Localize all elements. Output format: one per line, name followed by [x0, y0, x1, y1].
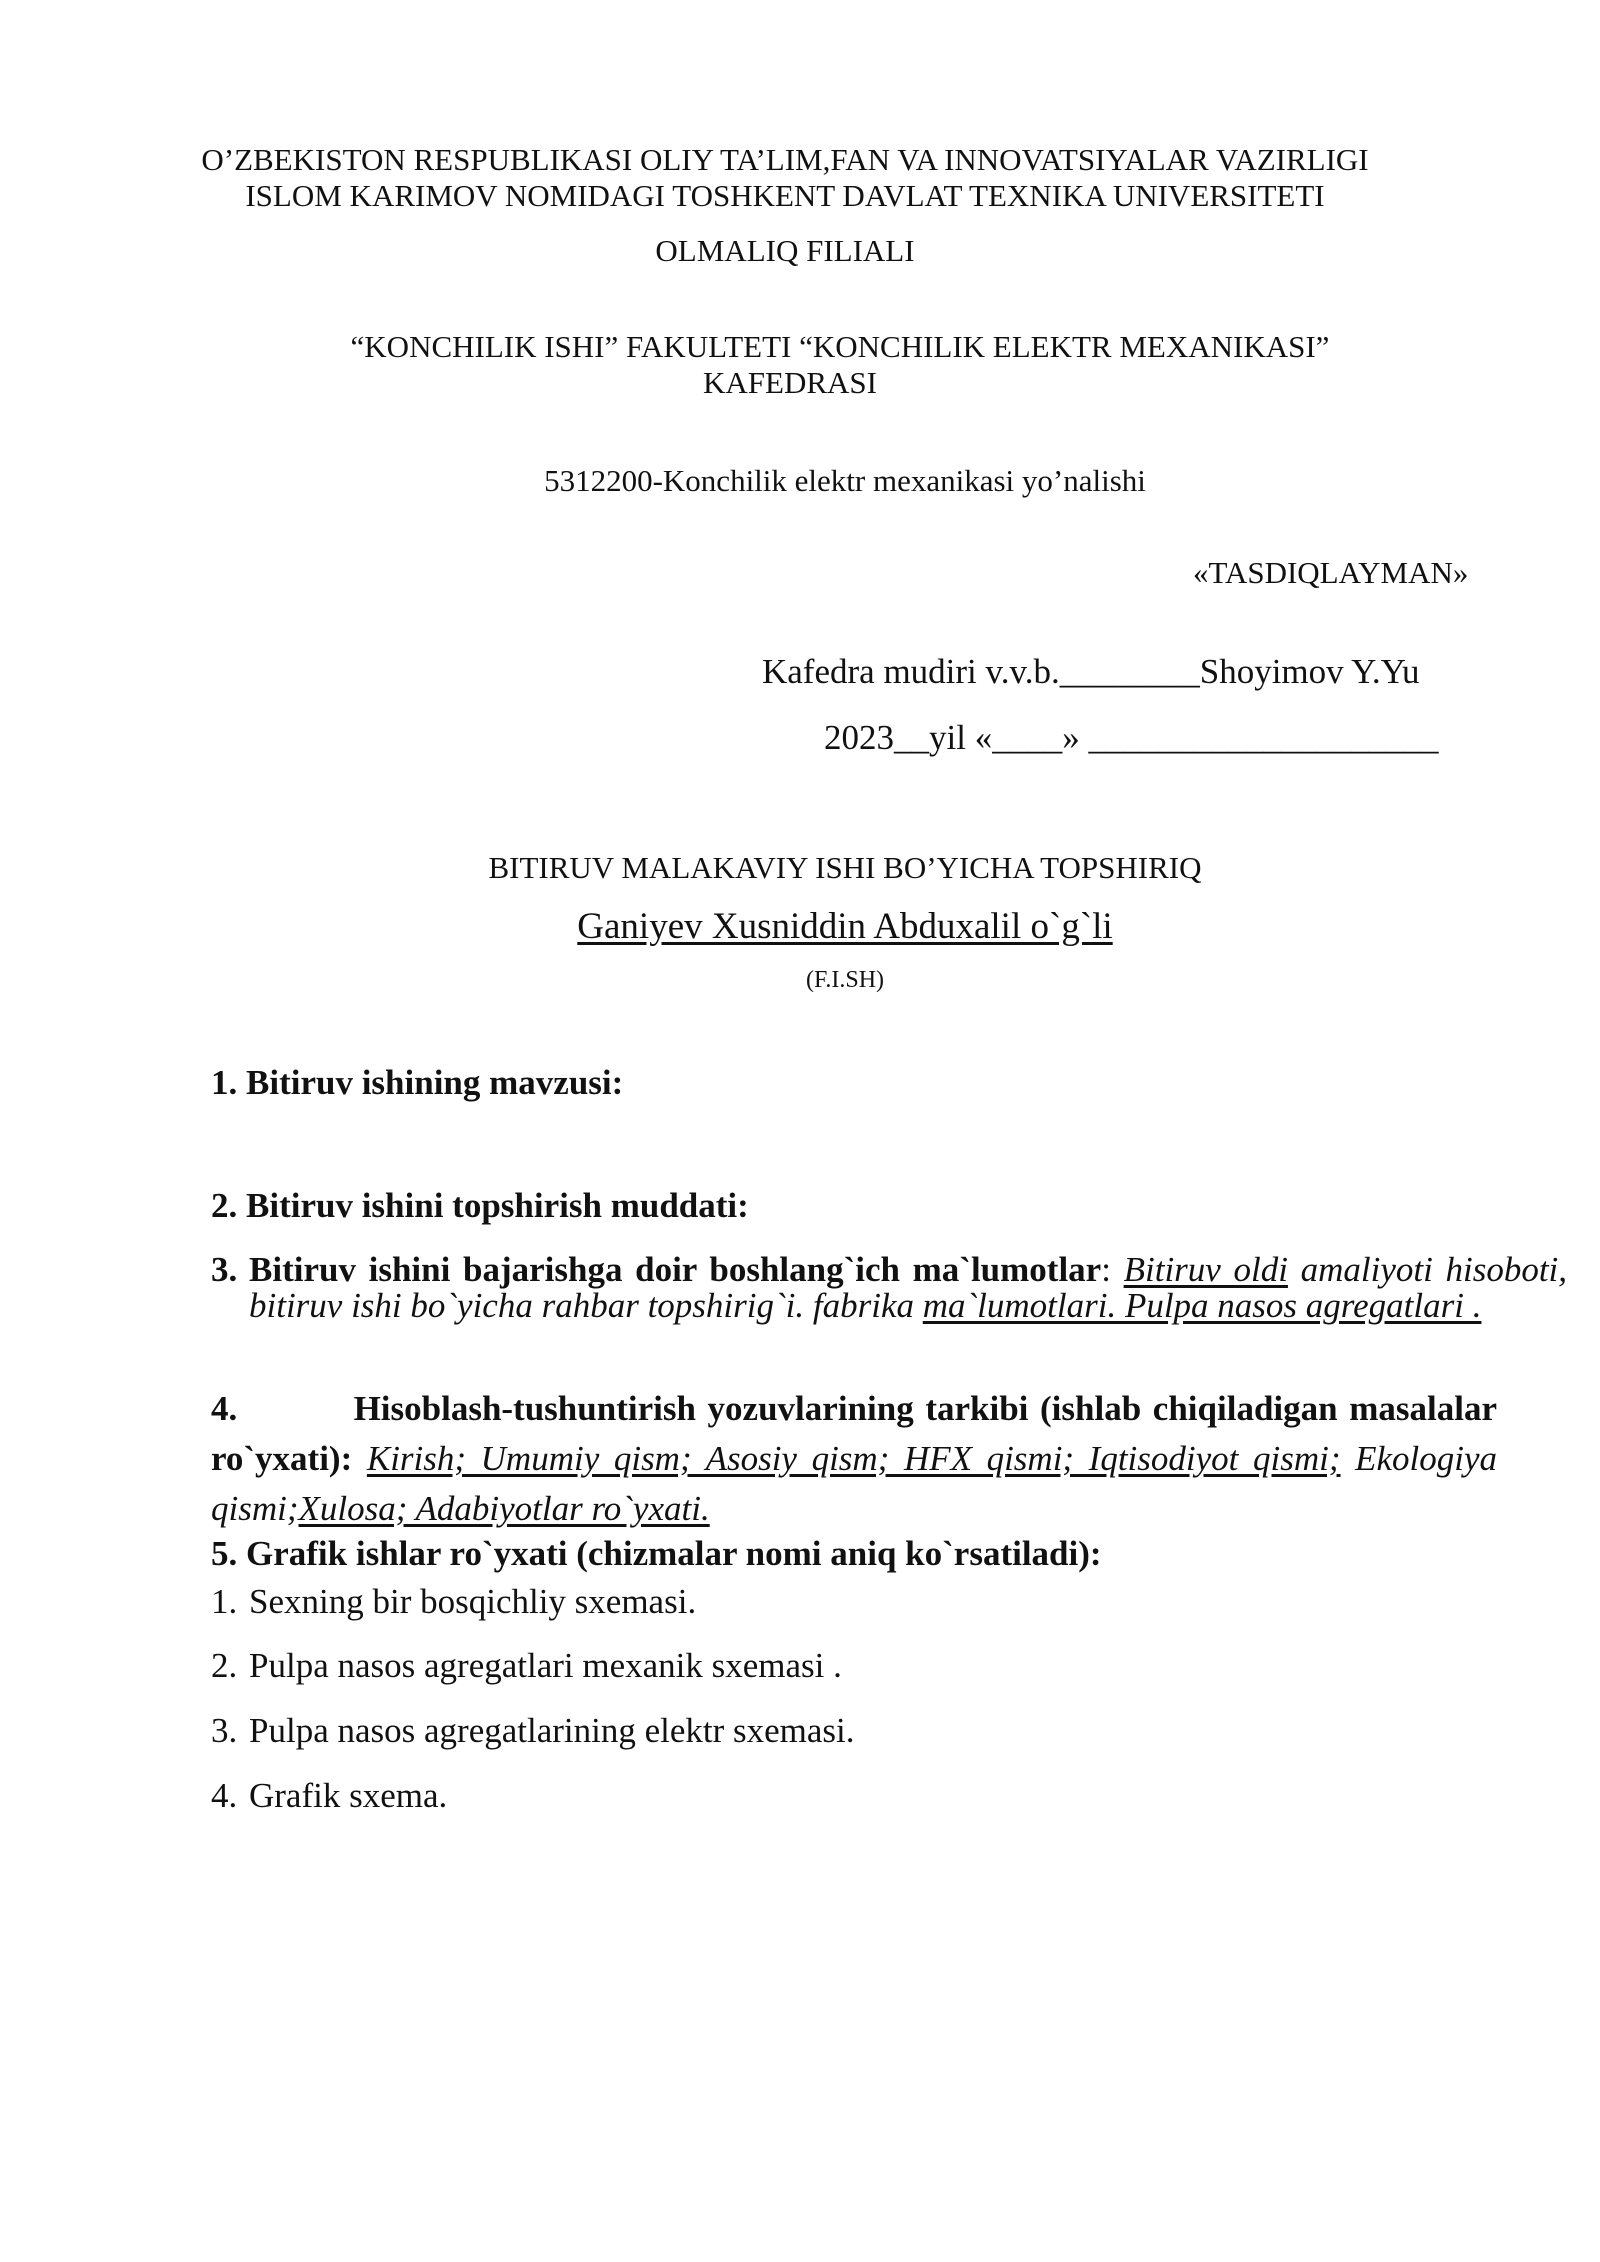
graphics-item-3	[211, 1711, 855, 1751]
student-name: Ganiyev Xusniddin Abduxalil o`g`li	[577, 906, 1113, 947]
graphics-item-2	[211, 1646, 842, 1686]
ministry-title: O’ZBEKISTON RESPUBLIKASI OLIY TA’LIM,FAN VA INNOVATSIYALAR VAZIRLIGI	[201, 142, 1369, 177]
direction-line: 5312200-Konchilik elektr mexanikasi yo’nalishi	[544, 463, 1146, 498]
department-head-label: Kafedra mudiri v.v.b.	[762, 652, 1060, 691]
section-3-colon: :	[1101, 1250, 1111, 1289]
section-3-text	[249, 1252, 1567, 1324]
approval-title: «TASDIQLAYMAN»	[1193, 555, 1469, 590]
department-head-line	[762, 652, 1420, 692]
approval-date-line: 2023__yil «____» ____________________	[824, 718, 1439, 757]
section-4-contents	[211, 1384, 1497, 1534]
graphics-item-1-number: 1.	[211, 1582, 238, 1621]
section-3-part-2: amaliyoti hisoboti, bitiruv ishi bo`yicha rahbar topshirig`i. fabrika	[249, 1250, 1568, 1325]
section-4-part-2: Ekologiya qismi;	[211, 1439, 1498, 1528]
graphics-item-2-text: Pulpa nasos agregatlari mexanik sxemasi .	[249, 1646, 842, 1685]
faculty-line-2: KAFEDRASI	[703, 365, 877, 400]
section-3-part-3: ma`lumotlari. Pulpa nasos agregatlari .	[922, 1286, 1482, 1325]
branch-title: OLMALIQ FILIALI	[655, 233, 915, 268]
student-name-line	[0, 905, 1600, 948]
section-4-part-1: Kirish; Umumiy qism; Asosiy qism; HFX qismi; Iqtisodiyot qismi;	[366, 1439, 1341, 1478]
graphics-item-4-text: Grafik sxema.	[249, 1776, 448, 1815]
graphics-item-4-number: 4.	[211, 1776, 238, 1815]
section-1-topic: 1. Bitiruv ishining mavzusi:	[211, 1063, 624, 1102]
name-caption: (F.I.SH)	[805, 967, 885, 993]
section-3-number: 3.	[211, 1250, 238, 1289]
graphics-item-1-text: Sexning bir bosqichliy sxemasi.	[249, 1582, 697, 1621]
section-5-graphics: 5. Grafik ishlar ro`yxati (chizmalar nomi aniq ko`rsatiladi):	[211, 1534, 1102, 1573]
university-title: ISLOM KARIMOV NOMIDAGI TOSHKENT DAVLAT TEXNIKA UNIVERSITETI	[245, 178, 1325, 213]
section-2-deadline: 2. Bitiruv ishini topshirish muddati:	[211, 1186, 749, 1225]
graphics-item-3-number: 3.	[211, 1711, 238, 1750]
graphics-item-2-number: 2.	[211, 1646, 238, 1685]
section-3-initial-data	[211, 1252, 1567, 1324]
graphics-item-3-text: Pulpa nasos agregatlarining elektr sxemasi.	[249, 1711, 855, 1750]
department-head-name: Shoyimov Y.Yu	[1199, 652, 1420, 691]
section-4-label: Hisoblash-tushuntirish yozuvlarining tarkibi (ishlab chiqiladigan masalalar ro`yxati):	[211, 1389, 1497, 1478]
graphics-item-4	[211, 1776, 447, 1816]
graphics-item-1	[211, 1582, 696, 1622]
section-3-label: Bitiruv ishini bajarishga doir boshlang`ich ma`lumotlar	[249, 1250, 1102, 1289]
assignment-title: BITIRUV MALAKAVIY ISHI BO’YICHA TOPSHIRIQ	[488, 850, 1202, 885]
section-3-part-1: Bitiruv oldi	[1123, 1250, 1288, 1289]
signature-blank: ________	[1059, 652, 1200, 691]
section-4-part-3: Xulosa; Adabiyotlar ro`yxati.	[298, 1489, 710, 1528]
section-4-number: 4.	[211, 1389, 238, 1428]
faculty-line-1: “KONCHILIK ISHI” FAKULTETI “KONCHILIK ELEKTR MEXANIKASI”	[350, 329, 1330, 364]
